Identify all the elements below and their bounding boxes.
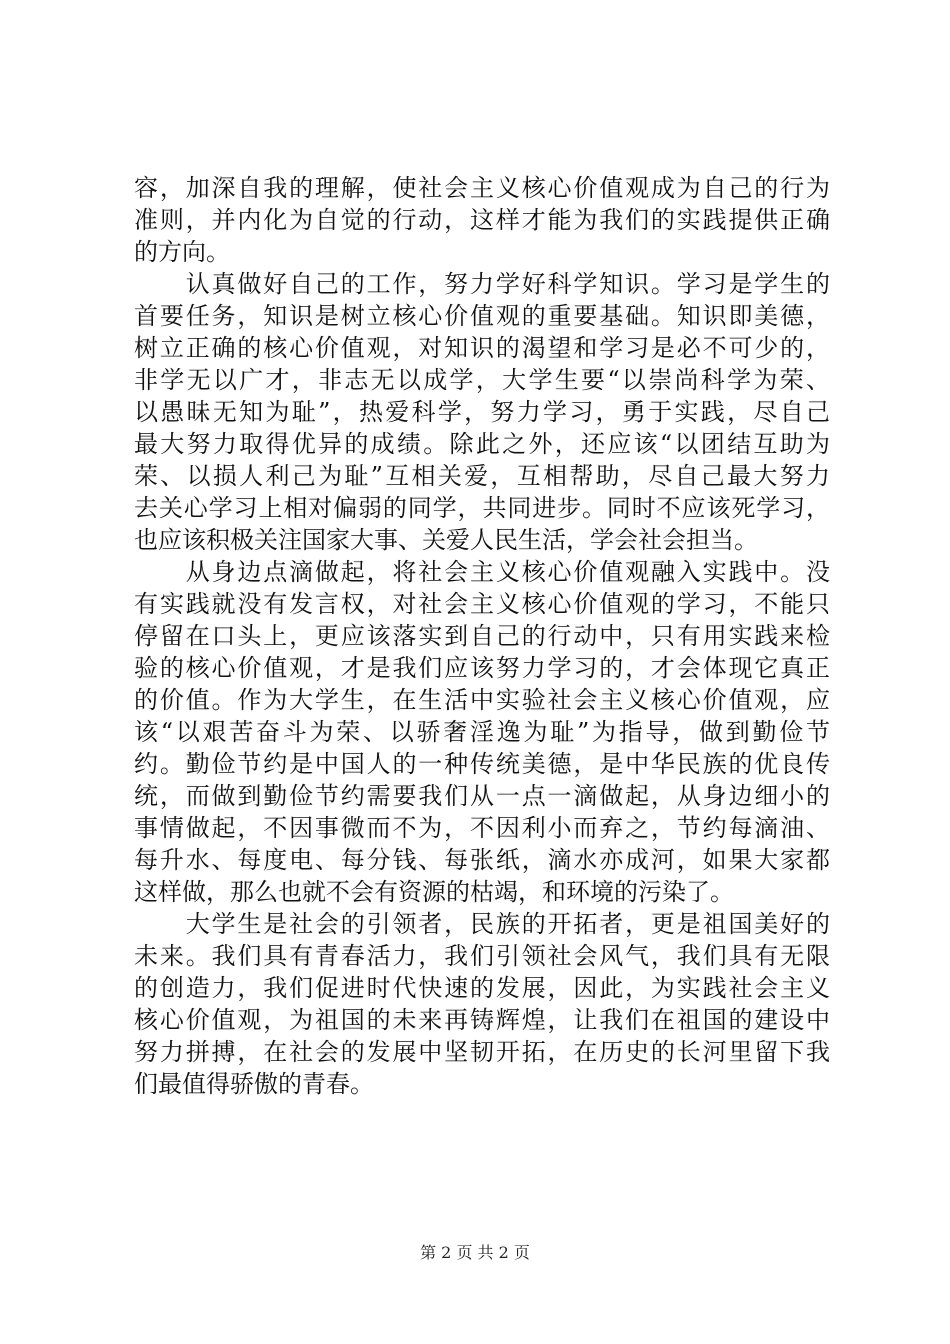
text-line: 这样做，那么也就不会有资源的枯竭，和环境的污染了。	[134, 878, 734, 906]
text-line: 以愚昧无知为耻”，热爱科学，努力学习，勇于实践，尽自己	[134, 398, 830, 426]
text-line: 大学生是社会的引领者，民族的开拓者，更是祖国美好的	[134, 910, 830, 938]
paragraph	[134, 908, 830, 1100]
text-line: 的价值。作为大学生，在生活中实验社会主义核心价值观，应	[134, 686, 830, 714]
text-line: 未来。我们具有青春活力，我们引领社会风气，我们具有无限	[134, 942, 830, 970]
text-line: 停留在口头上，更应该落实到自己的行动中，只有用实践来检	[134, 622, 830, 650]
text-line: 荣、以损人利己为耻”互相关爱，互相帮助，尽自己最大努力	[134, 462, 830, 490]
text-line: 的方向。	[134, 238, 230, 266]
paragraph	[134, 556, 830, 908]
text-line: 树立正确的核心价值观，对知识的渴望和学习是必不可少的，	[134, 334, 830, 362]
text-line: 核心价值观，为祖国的未来再铸辉煌，让我们在祖国的建设中	[134, 1006, 830, 1034]
text-line: 验的核心价值观，才是我们应该努力学习的，才会体现它真正	[134, 654, 830, 682]
text-line: 认真做好自己的工作，努力学好科学知识。学习是学生的	[134, 270, 830, 298]
text-line: 从身边点滴做起，将社会主义核心价值观融入实践中。没	[134, 558, 830, 586]
text-line: 事情做起，不因事微而不为，不因利小而弃之，节约每滴油、	[134, 814, 830, 842]
text-line: 准则，并内化为自觉的行动，这样才能为我们的实践提供正确	[134, 206, 830, 234]
text-line: 们最值得骄傲的青春。	[134, 1070, 374, 1098]
text-line: 非学无以广才，非志无以成学，大学生要“以崇尚科学为荣、	[134, 366, 830, 394]
text-line: 努力拼搏，在社会的发展中坚韧开拓，在历史的长河里留下我	[134, 1038, 830, 1066]
text-line: 也应该积极关注国家大事、关爱人民生活，学会社会担当。	[134, 526, 758, 554]
text-line: 有实践就没有发言权，对社会主义核心价值观的学习，不能只	[134, 590, 830, 618]
document-body	[134, 172, 830, 1100]
text-line: 统，而做到勤俭节约需要我们从一点一滴做起，从身边细小的	[134, 782, 830, 810]
text-line: 该“以艰苦奋斗为荣、以骄奢淫逸为耻”为指导，做到勤俭节	[134, 718, 830, 746]
page-number-footer: 第 2 页 共 2 页	[420, 1243, 530, 1262]
paragraph	[134, 268, 830, 556]
text-line: 的创造力，我们促进时代快速的发展，因此，为实践社会主义	[134, 974, 830, 1002]
text-line: 容，加深自我的理解，使社会主义核心价值观成为自己的行为	[134, 174, 830, 202]
text-line: 约。勤俭节约是中国人的一种传统美德，是中华民族的优良传	[134, 750, 830, 778]
text-line: 每升水、每度电、每分钱、每张纸，滴水亦成河，如果大家都	[134, 846, 830, 874]
text-line: 首要任务，知识是树立核心价值观的重要基础。知识即美德，	[134, 302, 830, 330]
text-line: 最大努力取得优异的成绩。除此之外，还应该“以团结互助为	[134, 430, 830, 458]
paragraph	[134, 172, 830, 268]
text-line: 去关心学习上相对偏弱的同学，共同进步。同时不应该死学习，	[134, 494, 830, 522]
